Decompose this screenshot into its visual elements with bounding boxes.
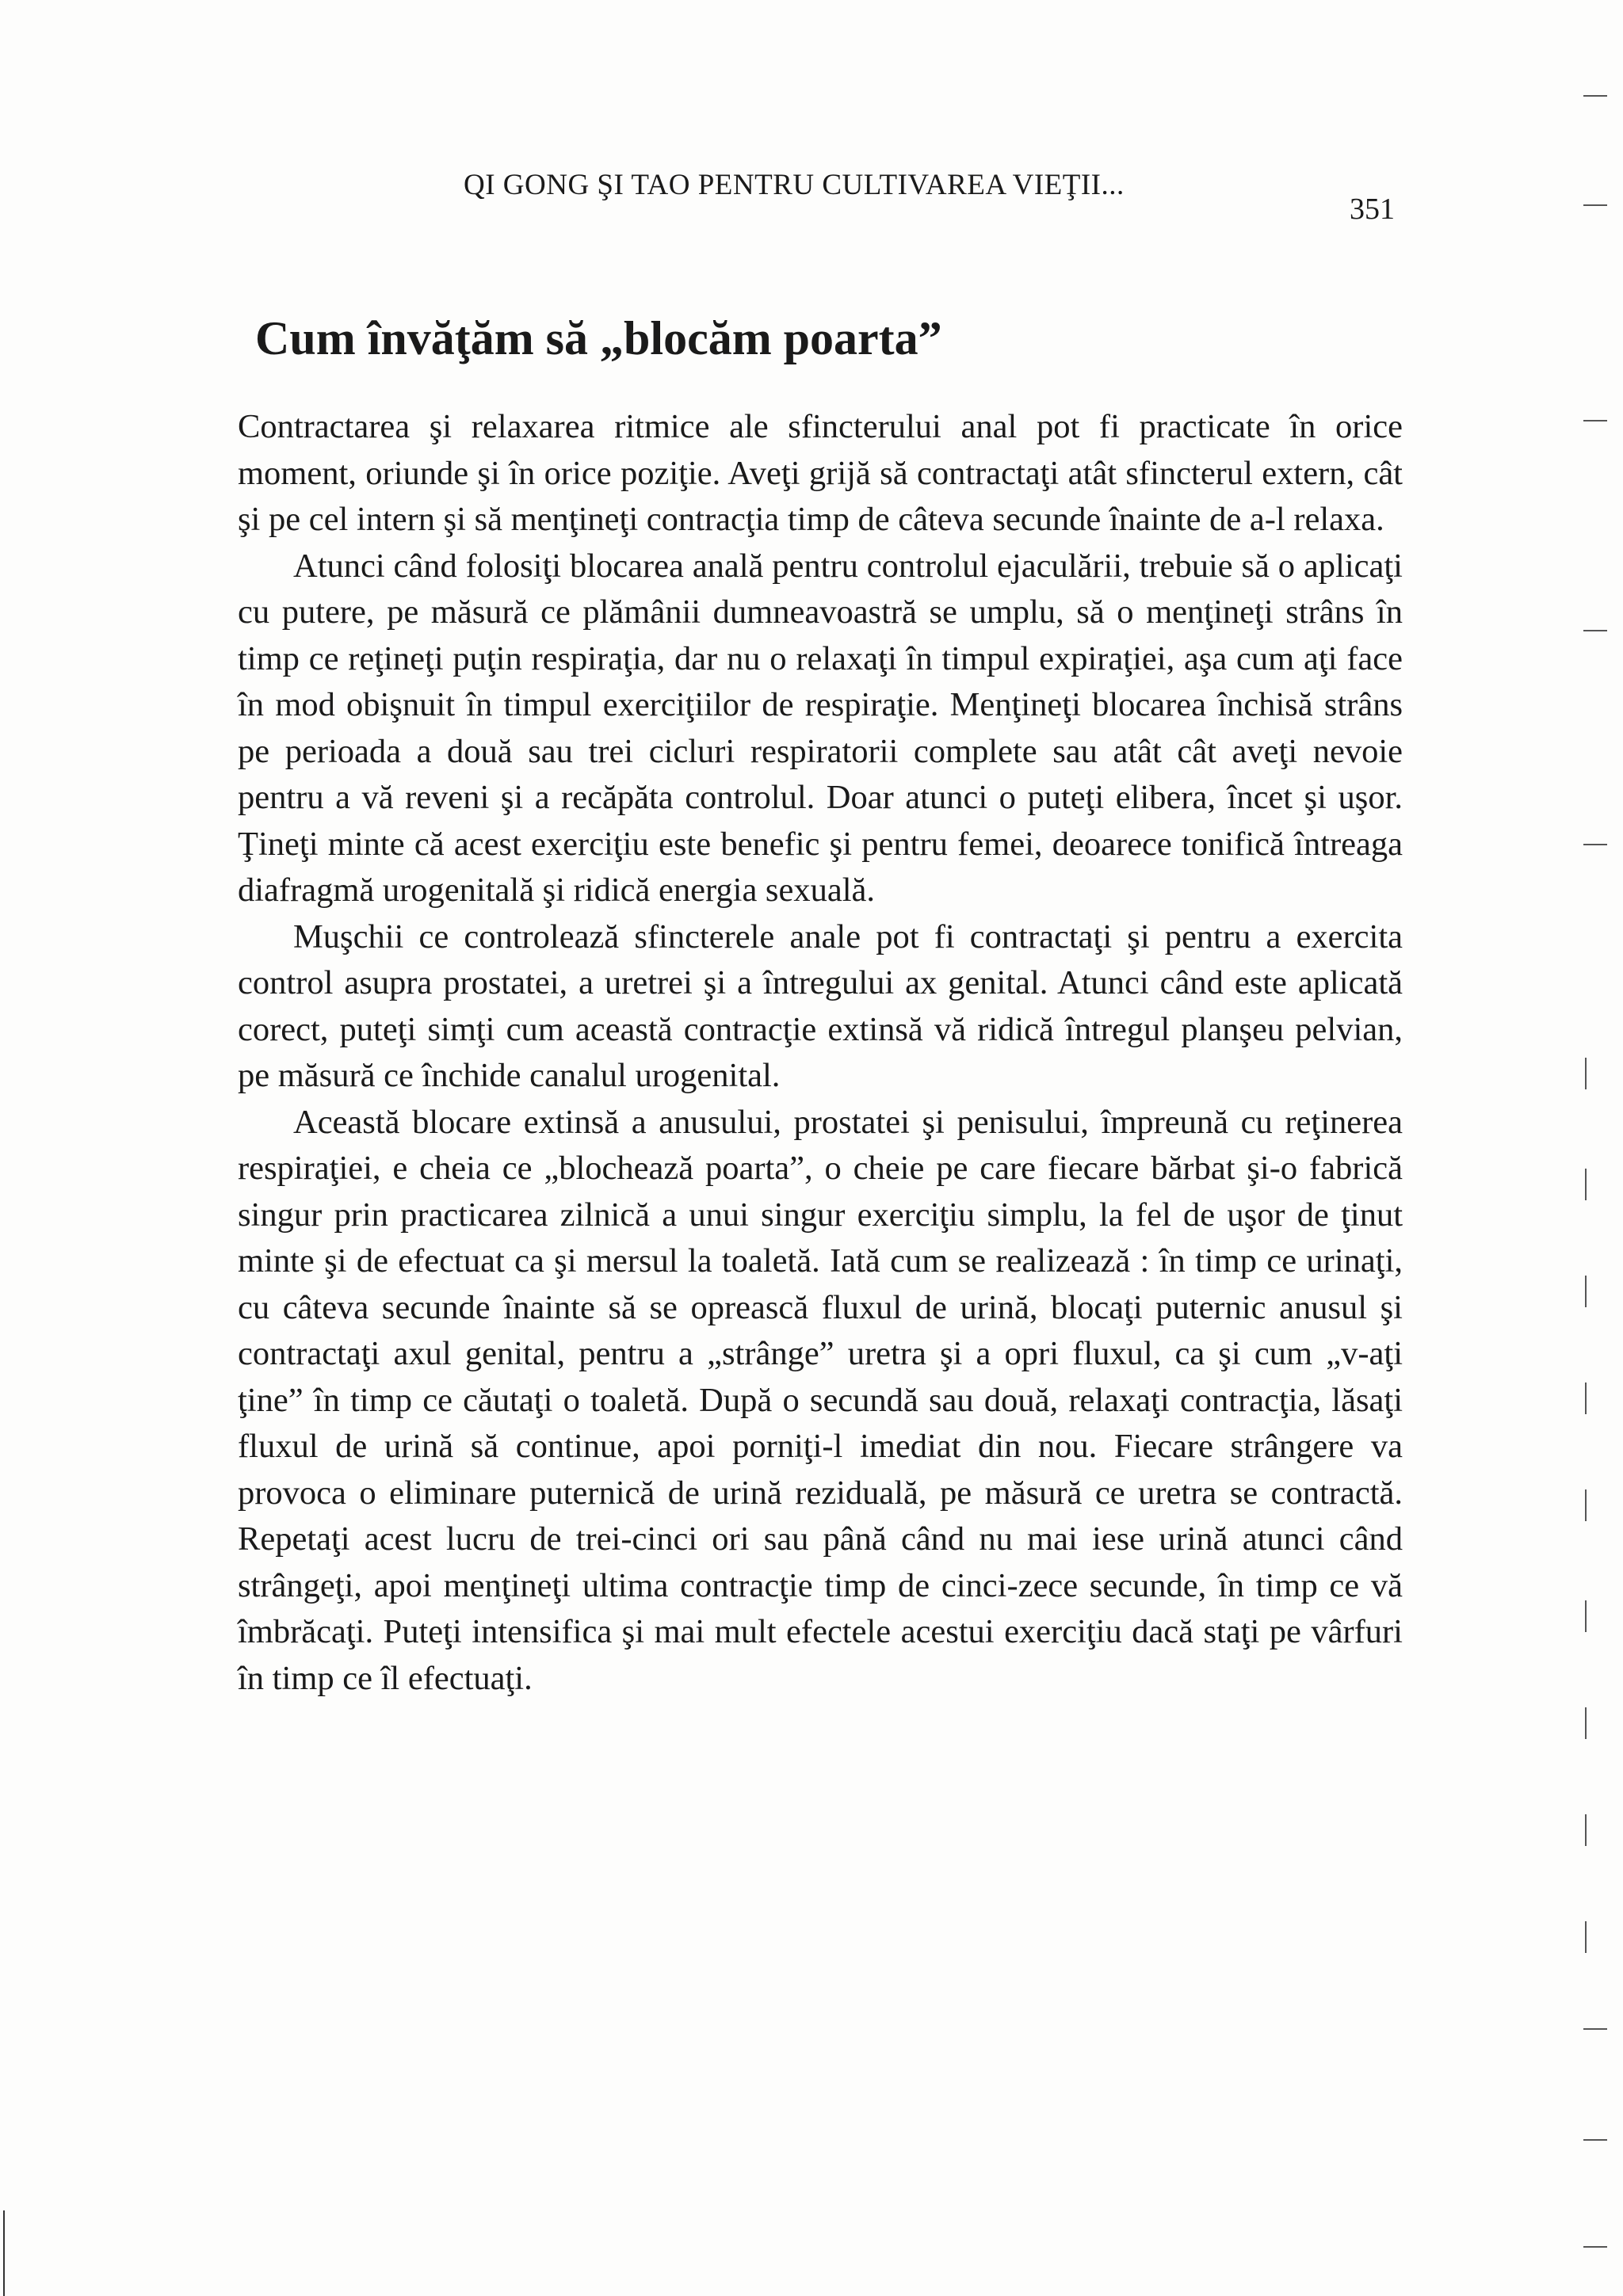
scan-edge-mark <box>1585 1058 1587 1089</box>
scan-left-edge-line <box>3 2210 5 2296</box>
section-heading: Cum învăţăm să „blocăm poarta” <box>255 312 942 364</box>
scan-edge-mark <box>1583 844 1607 845</box>
scan-edge-mark <box>1585 1600 1587 1632</box>
running-header-title: QI GONG ŞI TAO PENTRU CULTIVAREA VIEŢII... <box>464 169 1125 201</box>
page-number: 351 <box>1350 193 1395 226</box>
scan-edge-mark <box>1585 1921 1587 1953</box>
scan-edge-mark <box>1585 1276 1587 1307</box>
paragraph-2: Atunci când folosiţi blocarea anală pentru controlul ejaculării, trebuie să o aplicaţi cu putere, pe măsură ce plămânii dumneavoastră se umplu, să o menţineţi strâns în timp ce reţineţi puţin respiraţia, dar nu o relaxaţi în timpul expiraţiei, aşa cum aţi face în mod obişnuit în timpul exerciţiilor de respiraţie. Menţineţi blocarea închisă strâns pe perioada a două sau trei cicluri respiratorii complete sau atât cât aveţi nevoie pentru a vă reveni şi a recăpăta controlul. Doar atunci o puteţi elibera, încet şi uşor. Ţineţi minte că acest exerciţiu este benefic şi pentru femei, deoarece tonifică întreaga diafragmă urogenitală şi ridică energia sexuală. <box>238 547 1403 909</box>
scan-edge-mark <box>1583 2246 1607 2248</box>
scan-edge-mark <box>1583 204 1607 206</box>
paragraph-3: Muşchii ce controlează sfincterele anale pot fi contractaţi şi pentru a exercita control asupra prostatei, a uretrei şi a întregului ax genital. Atunci când este aplicată corect, puteţi simţi cum această contracţie extinsă vă ridică întregul planşeu pelvian, pe măsură ce închide canalul urogenital. <box>238 917 1403 1094</box>
scan-edge-mark <box>1583 420 1607 421</box>
scan-edge-mark <box>1585 1489 1587 1521</box>
scan-edge-mark <box>1585 1707 1587 1739</box>
scan-edge-mark <box>1585 1169 1587 1200</box>
paragraph-4: Această blocare extinsă a anusului, prostatei şi penisului, împreună cu reţinerea respiraţiei, e cheia ce „blochează poarta”, o cheie pe care fiecare bărbat şi-o fabrică singur prin practicarea zilnică a unui singur exerciţiu simplu, la fel de uşor de ţinut minte şi de efectuat ca şi mersul la toaletă. Iată cum se realizează : în timp ce urinaţi, cu câteva secunde înainte să se oprească fluxul de urină, blocaţi puternic anusul şi contractaţi axul genital, pentru a „strânge” uretra şi a opri fluxul, ca şi cum „v-aţi ţine” în timp ce căutaţi o toaletă. După o secundă sau două, relaxaţi contracţia, lăsaţi fluxul de urină să continue, apoi porniţi-l imediat din nou. Fiecare strângere va provoca o eliminare puternică de urină reziduală, pe măsură ce uretra se contractă. Repetaţi acest lucru de trei-cinci ori sau până când nu mai iese urină atunci când strângeţi, apoi menţineţi ultima contracţie timp de cinci-zece secunde, în timp ce vă îmbrăcaţi. Puteţi intensifica şi mai mult efectele acestui exerciţiu dacă staţi pe vârfuri în timp ce îl efectuaţi. <box>238 1103 1403 1697</box>
scan-edge-mark <box>1583 95 1607 97</box>
scan-edge-mark <box>1583 2028 1607 2030</box>
scan-edge-mark <box>1583 630 1607 631</box>
paragraph-1: Contractarea şi relaxarea ritmice ale sfincterului anal pot fi practicate în orice moment, oriunde şi în orice poziţie. Aveţi grijă să contractaţi atât sfincterul extern, cât şi pe cel intern şi să menţineţi contracţia timp de câteva secunde înainte de a-l relaxa. <box>238 408 1403 538</box>
scan-edge-mark <box>1585 1383 1587 1414</box>
body-text <box>238 404 1403 1702</box>
scan-edge-mark <box>1583 2139 1607 2141</box>
scan-edge-mark <box>1585 1814 1587 1846</box>
